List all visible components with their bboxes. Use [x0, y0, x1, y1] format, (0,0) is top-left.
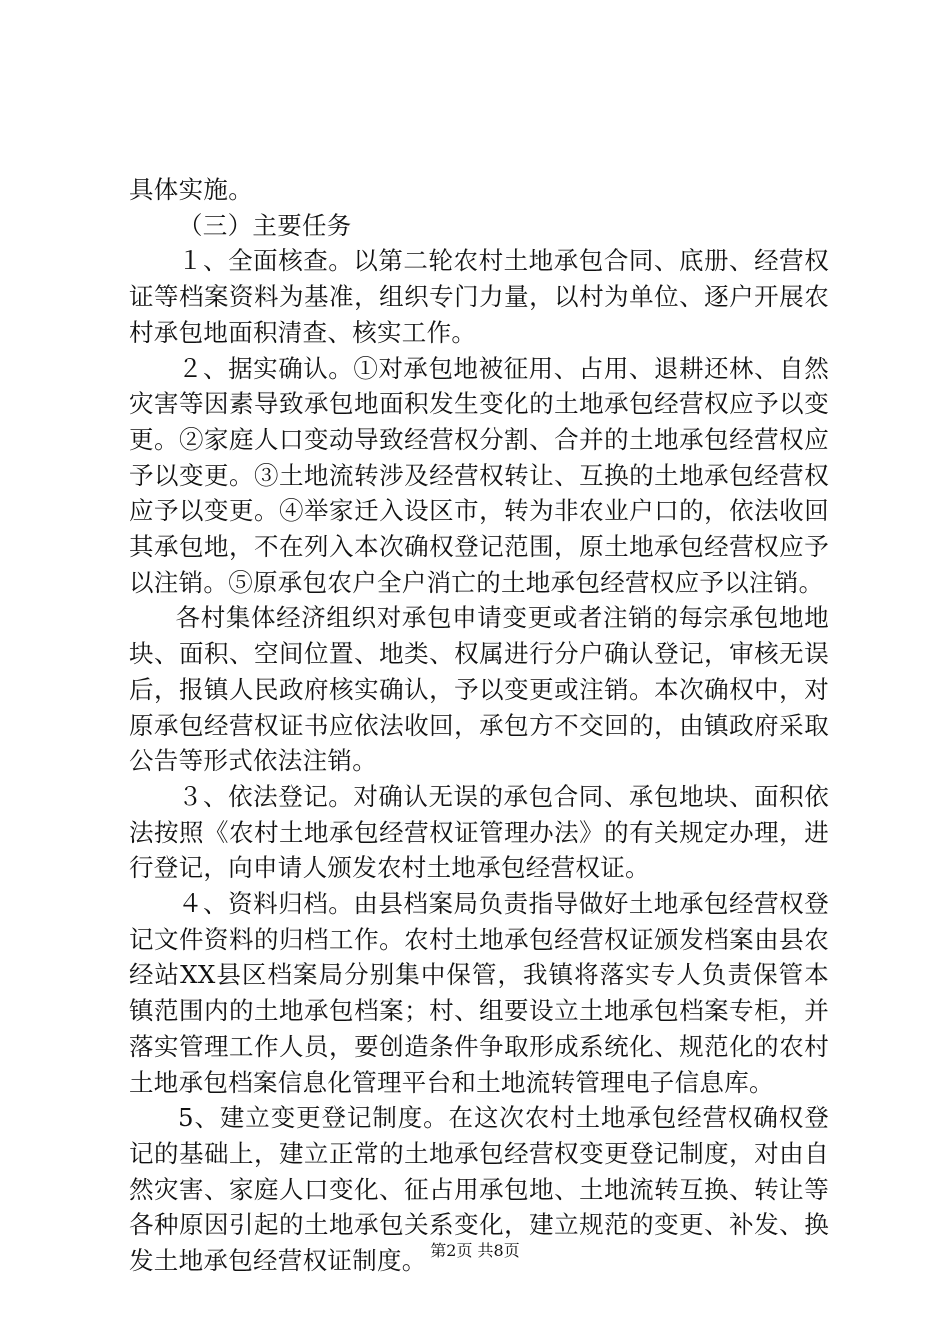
- paragraph-continuation: 具体实施。: [129, 175, 253, 204]
- paragraph-task-4: ４、资料归档。由县档案局负责指导做好土地承包经营权登记文件资料的归档工作。农村土地承包经营权证颁发档案由县农经站XX县区档案局分别集中保管，我镇将落实专人负责保管本镇范围内的土地承包档案；村、组要设立土地承包档案专柜，并落实管理工作人员，要创造条件争取形成系统化、规范化的农村土地承包档案信息化管理平台和土地流转管理电子信息库。: [129, 889, 829, 1097]
- paragraph-task-2-detail: 各村集体经济组织对承包申请变更或者注销的每宗承包地地块、面积、空间位置、地类、权属进行分户确认登记，审核无误后，报镇人民政府核实确认，予以变更或注销。本次确权中，对原承包经营权证书应依法收回，承包方不交回的，由镇政府采取公告等形式依法注销。: [129, 603, 829, 776]
- paragraph-task-3: ３、依法登记。对确认无误的承包合同、承包地块、面积依法按照《农村土地承包经营权证管理办法》的有关规定办理，进行登记，向申请人颁发农村土地承包经营权证。: [129, 781, 829, 883]
- document-body: [129, 172, 829, 1279]
- paragraph-task-2: ２、据实确认。①对承包地被征用、占用、退耕还林、自然灾害等因素导致承包地面积发生变化的土地承包经营权应予以变更。②家庭人口变动导致经营权分割、合并的土地承包经营权应予以变更。③土地流转涉及经营权转让、互换的土地承包经营权应予以变更。④举家迁入设区市，转为非农业户口的，依法收回其承包地，不在列入本次确权登记范围，原土地承包经营权应予以注销。⑤原承包农户全户消亡的土地承包经营权应予以注销。: [129, 353, 829, 597]
- paragraph-task-5: 5、建立变更登记制度。在这次农村土地承包经营权确权登记的基础上，建立正常的土地承包经营权变更登记制度，对由自然灾害、家庭人口变化、征占用承包地、土地流转互换、转让等各种原因引起的土地承包关系变化，建立规范的变更、补发、换发土地承包经营权证制度。: [129, 1103, 829, 1276]
- section-heading: （三）主要任务: [178, 210, 352, 240]
- page-footer: 第2页 共8页: [430, 1241, 520, 1260]
- paragraph-task-1: １、全面核查。以第二轮农村土地承包合同、底册、经营权证等档案资料为基准，组织专门力量，以村为单位、逐户开展农村承包地面积清查、核实工作。: [129, 246, 829, 347]
